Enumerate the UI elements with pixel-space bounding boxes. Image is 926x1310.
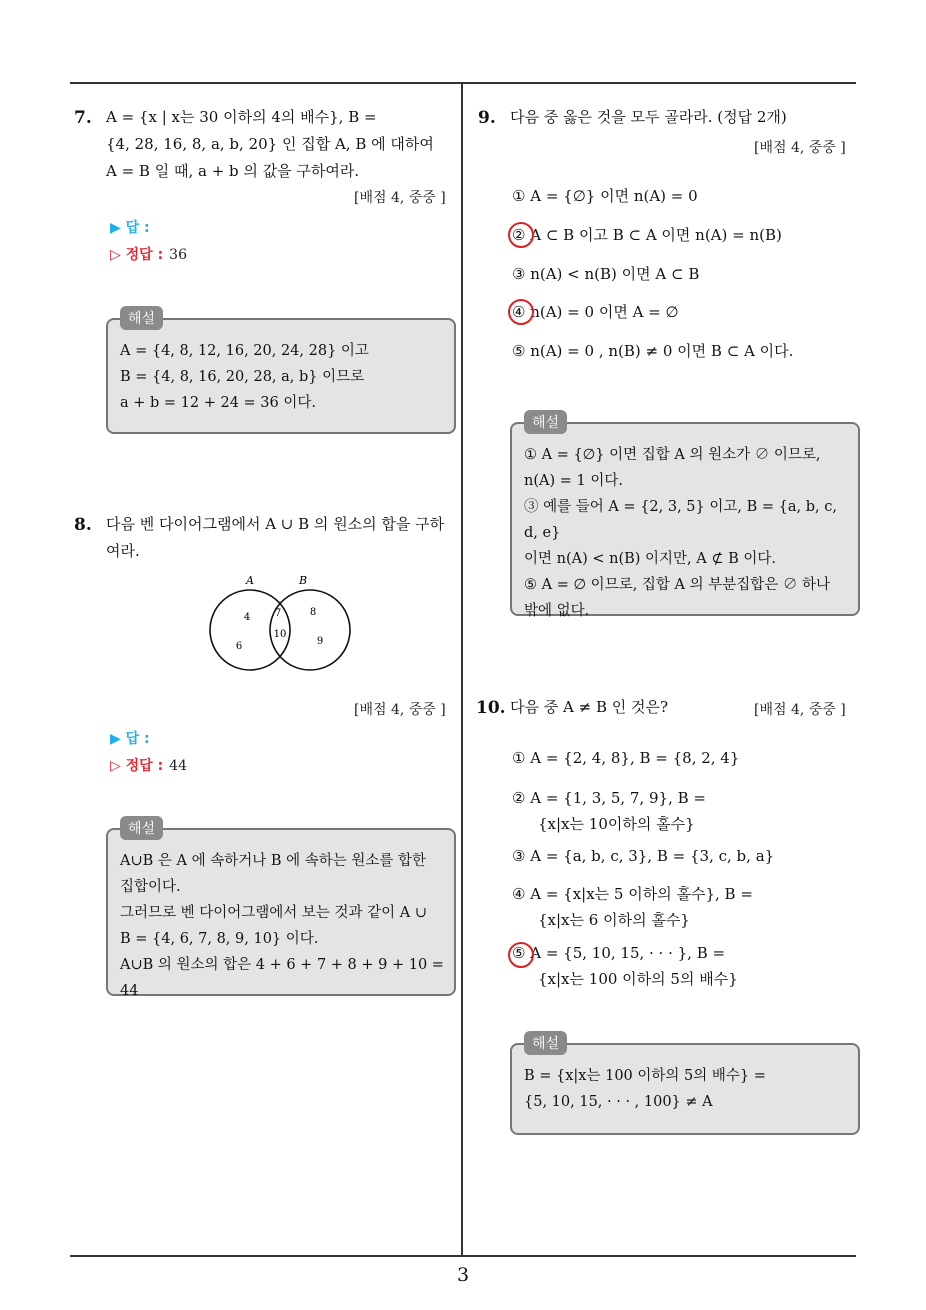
- correct-answer: [110, 244, 187, 264]
- option-5[interactable]: [512, 940, 846, 992]
- explanation-box: [106, 821, 456, 999]
- explanation-line: ① A = {∅} 이면 집합 A 의 원소가 ∅ 이므로,: [524, 447, 821, 463]
- option-line: ⑤ A = {5, 10, 15, · · · }, B =: [512, 944, 726, 962]
- option-line: ② A = {1, 3, 5, 7, 9}, B =: [512, 789, 706, 807]
- option-1[interactable]: ① A = {∅} 이면 n(A) = 0: [512, 187, 698, 205]
- explanation-box: [510, 415, 860, 619]
- option-line: {x|x는 10이하의 홀수}: [538, 815, 695, 833]
- explanation-line: B = {4, 6, 7, 8, 9, 10} 이다.: [120, 931, 319, 947]
- bottom-rule: [70, 1255, 856, 1257]
- venn-value: 7: [274, 608, 282, 619]
- explanation-line: B = {4, 8, 16, 20, 28, a, b} 이므로: [120, 369, 365, 385]
- question-line: A = B 일 때, a + b 의 값을 구하여라.: [106, 162, 360, 180]
- explanation-text: [120, 338, 446, 416]
- option-line: ③ A = {a, b, c, 3}, B = {3, c, b, a}: [512, 847, 775, 865]
- question-text: 다음 중 A ≠ B 인 것은?: [510, 698, 669, 716]
- explanation-line: 집합이다.: [120, 879, 181, 895]
- explanation-line: A = {4, 8, 12, 16, 20, 24, 28} 이고: [120, 343, 369, 359]
- option-line: ① A = {2, 4, 8}, B = {8, 2, 4}: [512, 749, 740, 767]
- score-label: [배점 4, 중중 ]: [754, 702, 846, 718]
- option-4[interactable]: ④ n(A) = 0 이면 A = ∅: [512, 303, 679, 321]
- explanation-box: [510, 1036, 860, 1135]
- explanation-line: B = {x|x는 100 이하의 5의 배수} =: [524, 1068, 766, 1084]
- selected-mark: [508, 942, 534, 968]
- venn-label-b: B: [298, 574, 308, 587]
- question-text: 다음 중 옳은 것을 모두 골라라. (정답 2개): [510, 108, 787, 126]
- question-number: 8.: [74, 515, 92, 535]
- explanation-text: [524, 1063, 850, 1115]
- question-number: 10.: [476, 698, 506, 718]
- option-line: {x|x는 6 이하의 홀수}: [538, 911, 690, 929]
- question-line: 다음 벤 다이어그램에서 A ∪ B 의 원소의 합을 구하: [106, 515, 445, 533]
- question-text: [106, 511, 454, 565]
- explanation-line: 밖에 없다.: [524, 603, 590, 619]
- explanation-box: [106, 311, 456, 434]
- explanation-text: [524, 442, 850, 624]
- correct-label: ▷ 정답 :: [110, 758, 164, 774]
- score-label: [배점 4, 중중 ]: [354, 190, 446, 206]
- venn-value: 10: [273, 629, 287, 640]
- column-divider: [461, 82, 463, 1256]
- selected-mark: [508, 299, 534, 325]
- explanation-line: 이면 n(A) < n(B) 이지만, A ⊄ B 이다.: [524, 551, 776, 567]
- option-2[interactable]: ② A ⊂ B 이고 B ⊂ A 이면 n(A) = n(B): [512, 226, 782, 244]
- explanation-line: a + b = 12 + 24 = 36 이다.: [120, 395, 316, 411]
- question-text: [106, 104, 454, 185]
- explanation-line: ⑤ A = ∅ 이므로, 집합 A 의 부분집합은 ∅ 하나: [524, 577, 831, 593]
- option-1[interactable]: [512, 745, 846, 771]
- option-4[interactable]: [512, 881, 846, 933]
- venn-label-a: A: [246, 574, 254, 587]
- top-rule: [70, 82, 856, 84]
- answer-label: ▶ 답 :: [110, 731, 150, 747]
- option-3[interactable]: [512, 843, 846, 869]
- venn-diagram: [200, 570, 360, 675]
- correct-value: 36: [169, 247, 187, 263]
- question-number: 7.: [74, 108, 92, 128]
- option-3[interactable]: ③ n(A) < n(B) 이면 A ⊂ B: [512, 265, 700, 283]
- explanation-line: A∪B 은 A 에 속하거나 B 에 속하는 원소를 합한: [120, 853, 426, 869]
- correct-label: ▷ 정답 :: [110, 247, 164, 263]
- score-label: [배점 4, 중중 ]: [354, 702, 446, 718]
- option-5[interactable]: ⑤ n(A) = 0 , n(B) ≠ 0 이면 B ⊂ A 이다.: [512, 342, 794, 360]
- explanation-line: ③ 예를 들어 A = {2, 3, 5} 이고, B = {a, b, c, d, e}: [524, 499, 837, 541]
- explanation-tag: 해설: [120, 816, 163, 840]
- selected-mark: [508, 222, 534, 248]
- explanation-tag: 해설: [120, 306, 163, 330]
- venn-value: 9: [316, 636, 324, 647]
- explanation-tag: 해설: [524, 410, 567, 434]
- answer-label: ▶ 답 :: [110, 220, 150, 236]
- correct-value: 44: [169, 758, 187, 774]
- question-line: A = {x | x는 30 이하의 4의 배수}, B =: [106, 108, 377, 126]
- question-line: {4, 28, 16, 8, a, b, 20} 인 집합 A, B 에 대하여: [106, 135, 434, 153]
- option-line: ④ A = {x|x는 5 이하의 홀수}, B =: [512, 885, 753, 903]
- venn-value: 4: [243, 612, 251, 623]
- score-label: [배점 4, 중중 ]: [754, 140, 846, 156]
- venn-value: 8: [309, 607, 317, 618]
- explanation-line: n(A) = 1 이다.: [524, 473, 623, 489]
- explanation-tag: 해설: [524, 1031, 567, 1055]
- option-line: {x|x는 100 이하의 5의 배수}: [538, 970, 738, 988]
- explanation-line: A∪B 의 원소의 합은 4 + 6 + 7 + 8 + 9 + 10 = 44: [120, 957, 444, 999]
- option-2[interactable]: [512, 785, 846, 837]
- venn-value: 6: [235, 641, 243, 652]
- question-line: 여라.: [106, 542, 140, 560]
- question-number: 9.: [478, 108, 496, 128]
- page-number: 3: [456, 1264, 470, 1286]
- explanation-line: {5, 10, 15, · · · , 100} ≠ A: [524, 1094, 713, 1110]
- explanation-text: [120, 848, 446, 1004]
- explanation-line: 그러므로 벤 다이어그램에서 보는 것과 같이 A ∪: [120, 905, 428, 921]
- correct-answer: [110, 755, 187, 775]
